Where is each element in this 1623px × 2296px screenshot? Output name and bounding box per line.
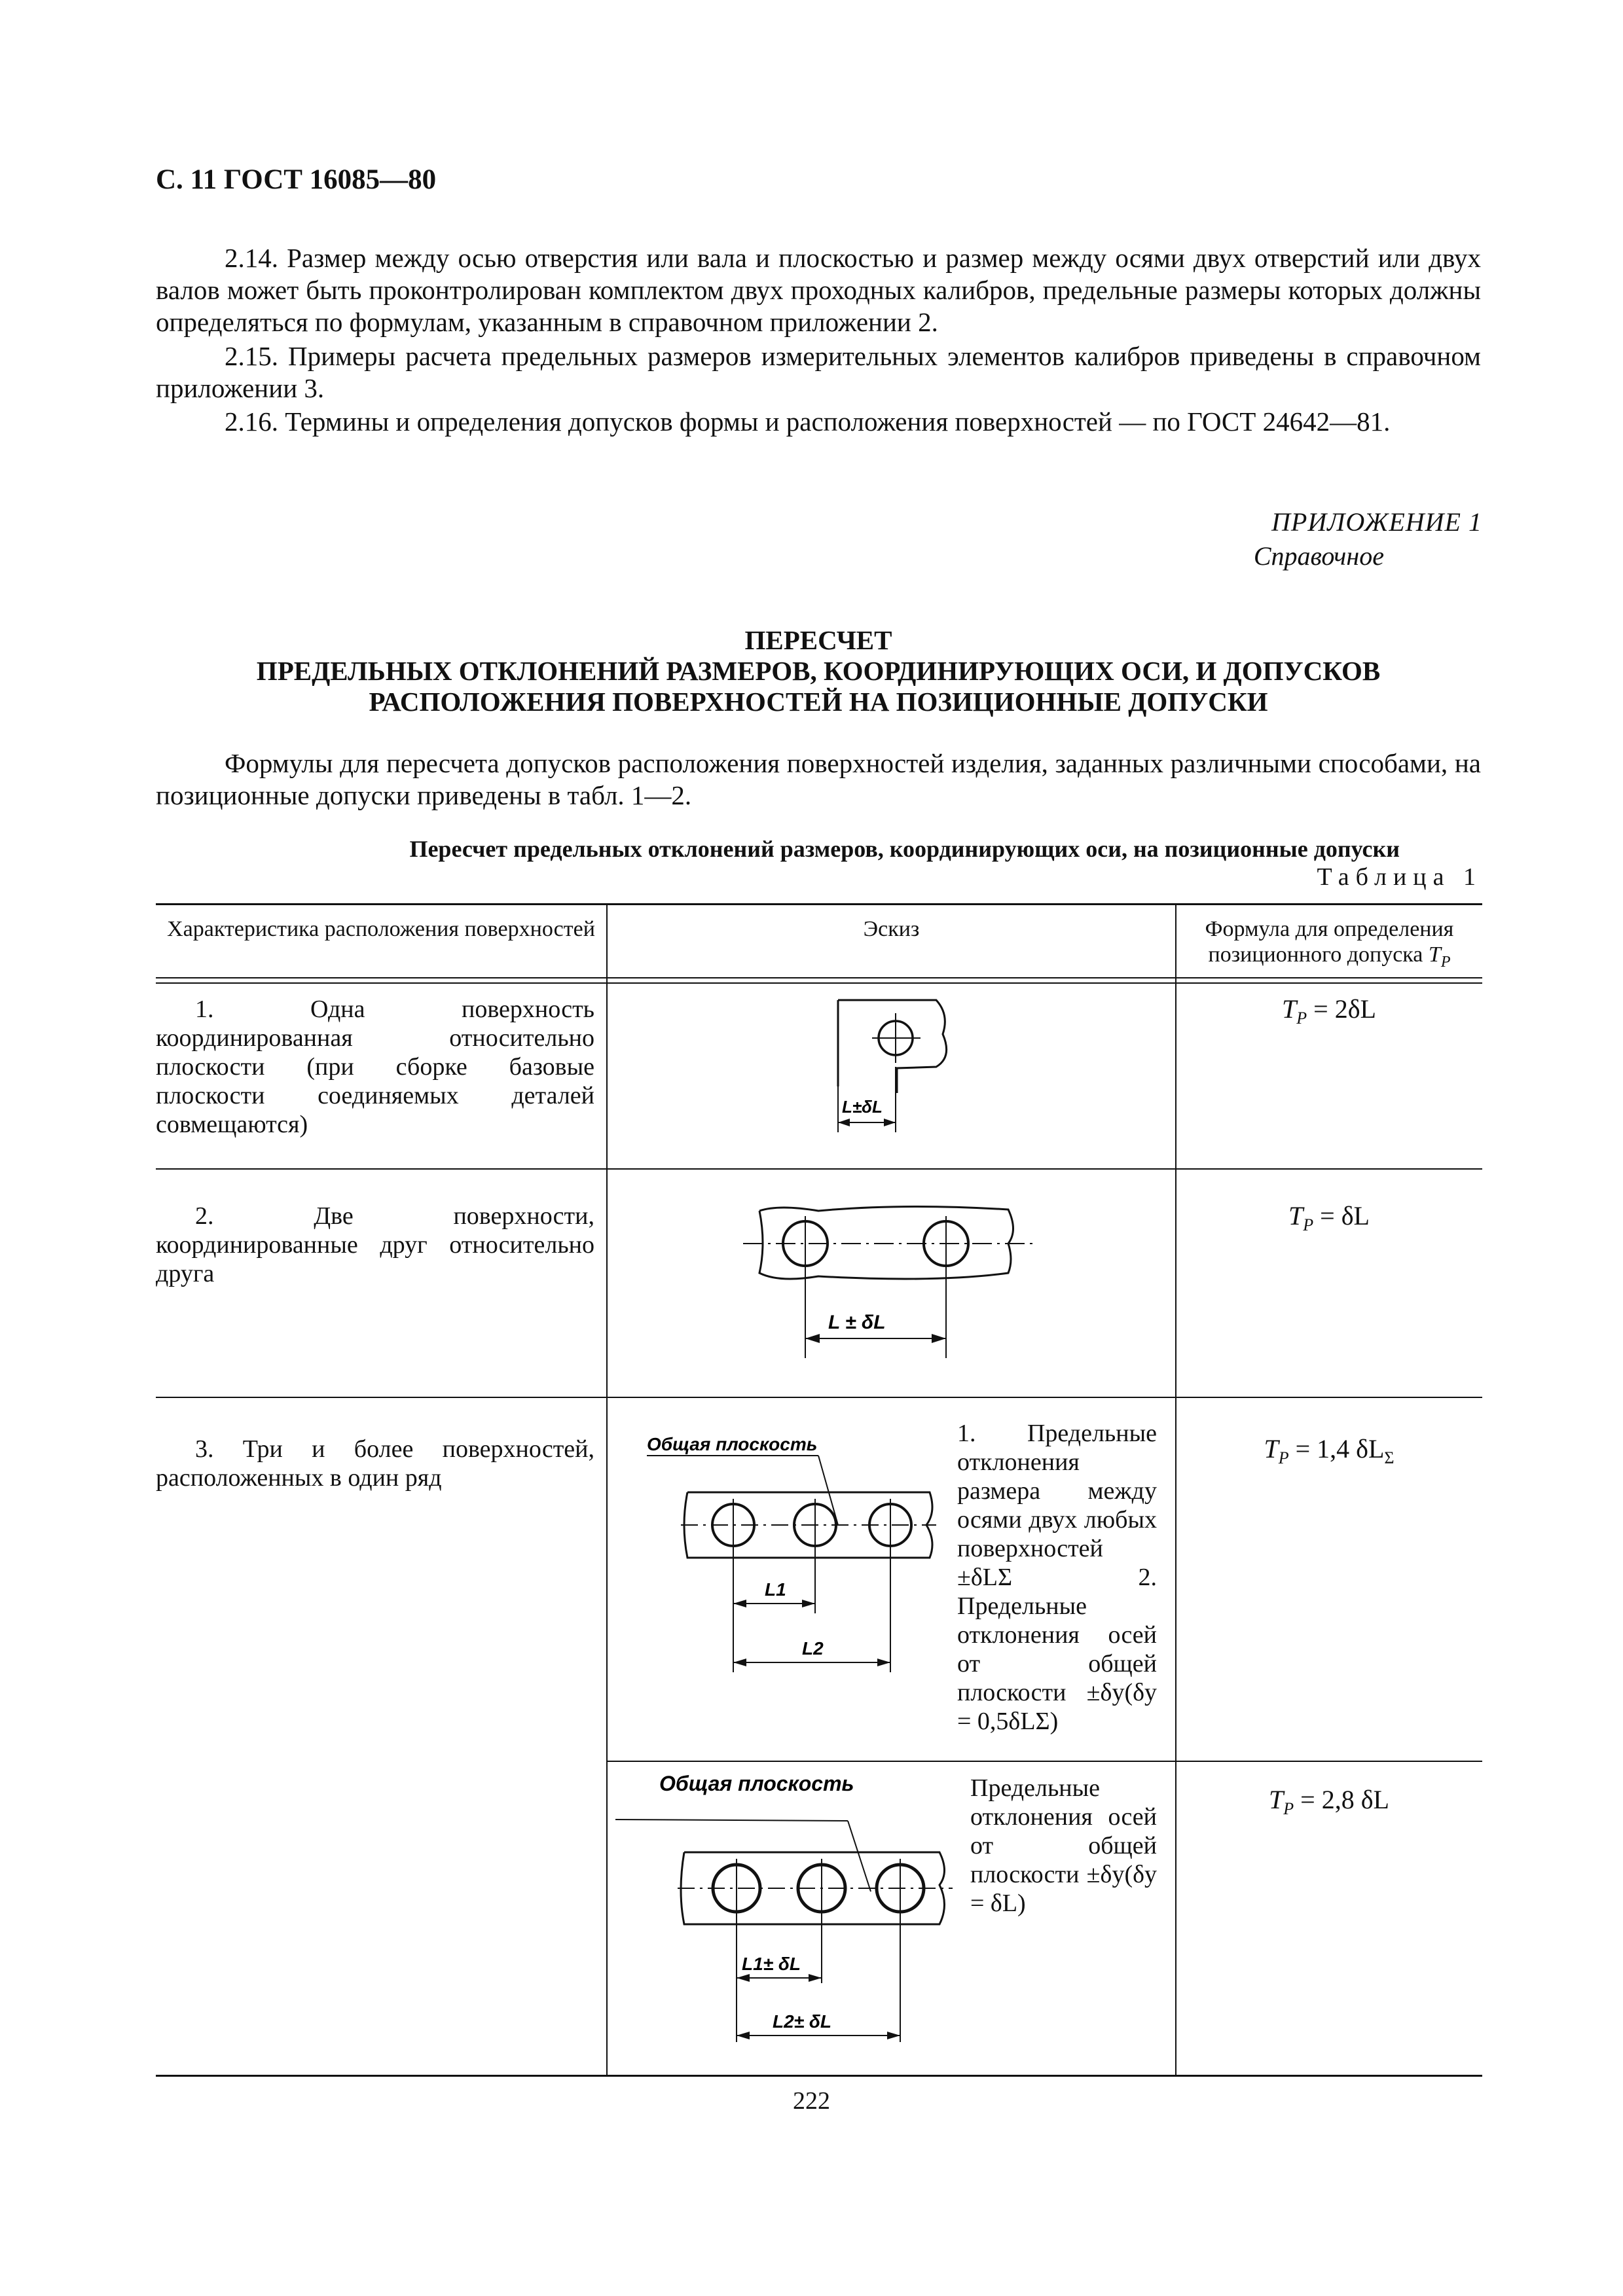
table-top-border: [156, 903, 1482, 905]
table-header-line-double: [156, 982, 1482, 984]
row1-dim-label: L±δL: [842, 1097, 883, 1117]
document-header: С. 11 ГОСТ 16085—80: [156, 164, 437, 195]
row3-note: 1. Предельные отклонения размера между осями двух любых поверхностей ±δLΣ 2. Предельные отклонения осей от общей плоскости ±δy(δy = 0,5δLΣ): [957, 1420, 1157, 1735]
row2-formula: $T_P = \delta L$: [1288, 1201, 1370, 1234]
row2-sketch: [740, 1191, 1041, 1368]
table-header-sketch: Эскиз: [863, 917, 920, 941]
paragraph-2-14: 2.14. Размер между осью отверстия или вала и плоскостью и размер между осями двух отверстий или двух валов может быть проконтролирован комплектом двух проходных калибров, предельные размеры которых должны определяться по формулам, указанным в справочном приложении 2.: [156, 243, 1481, 337]
appendix-label: ПРИЛОЖЕНИЕ 1: [1271, 507, 1482, 537]
row3-sketch: [629, 1427, 943, 1689]
row4-note: Предельные отклонения осей от общей плоскости ±δy(δy = δL): [970, 1774, 1157, 1917]
row4-sketch: [612, 1767, 966, 2055]
table-bottom-border: [156, 2075, 1482, 2077]
row2-dim-label: L ± δL: [828, 1312, 886, 1333]
row3-l1-label: L1: [765, 1579, 786, 1600]
row3-common-plane-label: Общая плоскость: [647, 1434, 818, 1454]
table-row-divider: [156, 1168, 1482, 1170]
title-line: РАСПОЛОЖЕНИЯ ПОВЕРХНОСТЕЙ НА ПОЗИЦИОННЫЕ ДОПУСКИ: [369, 687, 1268, 717]
table-col-divider: [606, 903, 608, 2076]
table-header-formula: Формула для определения позиционного допуска $T_P$: [1205, 917, 1454, 971]
title-line: ПРЕДЕЛЬНЫХ ОТКЛОНЕНИЙ РАЗМЕРОВ, КООРДИНИРУЮЩИХ ОСИ, И ДОПУСКОВ: [256, 656, 1381, 686]
paragraph-2-15: 2.15. Примеры расчета предельных размеров измерительных элементов калибров приведены в справочном приложении 3.: [156, 341, 1481, 403]
page-number: 222: [793, 2087, 830, 2115]
table-row-divider: [156, 1397, 1482, 1398]
table-subrow-divider: [606, 1761, 1482, 1762]
paragraph-2-16: 2.16. Термины и определения допусков формы и расположения поверхностей — по ГОСТ 24642—81.: [225, 406, 1391, 437]
row3-characteristic: 3. Три и более поверхностей, расположенных в один ряд: [156, 1435, 594, 1492]
section-title: [156, 625, 1481, 717]
title-line: ПЕРЕСЧЕТ: [744, 625, 892, 655]
intro-paragraph: Формулы для пересчета допусков расположения поверхностей изделия, заданных различными способами, на позиционные допуски приведены в табл. 1—2.: [156, 748, 1481, 810]
row1-sketch: [812, 995, 969, 1145]
row3-formula: $T_P = 1,4$ $\delta L_\Sigma$: [1264, 1434, 1395, 1467]
appendix-kind: Справочное: [1253, 541, 1384, 571]
row1-formula: $T_P = 2\delta L$: [1282, 994, 1376, 1028]
table-header-characteristic: Характеристика расположения поверхностей: [167, 917, 595, 941]
table-caption: Пересчет предельных отклонений размеров, координирующих оси, на позиционные допуски: [409, 836, 1400, 862]
row4-l2-label: L2± δL: [773, 2011, 832, 2032]
row3-l2-label: L2: [802, 1638, 824, 1659]
row4-formula: $T_P = 2,8$ δL: [1269, 1785, 1389, 1818]
row4-l1-label: L1± δL: [742, 1954, 801, 1974]
row4-common-plane-label: Общая плоскость: [659, 1772, 854, 1795]
table-header-line: [156, 977, 1482, 978]
row1-characteristic: 1. Одна поверхность координированная относительно плоскости (при сборке базовые плоскости соединяемых деталей совмещаются): [156, 996, 594, 1138]
table-label: Таблица 1: [1317, 863, 1482, 891]
row2-characteristic: 2. Две поверхности, координированные друг относительно друга: [156, 1202, 594, 1287]
appendix-marker: [1254, 505, 1482, 573]
table-col-divider: [1175, 903, 1176, 2076]
